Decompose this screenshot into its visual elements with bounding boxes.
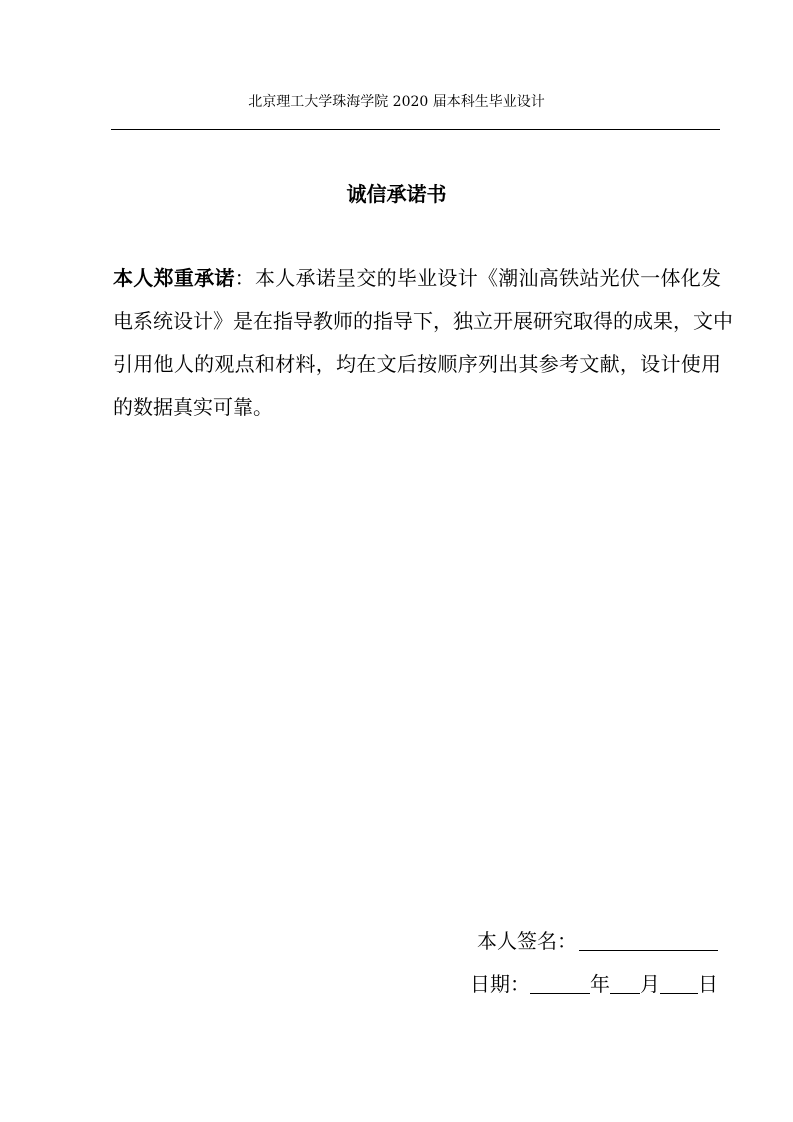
month-blank[interactable] xyxy=(610,969,640,994)
pledge-body xyxy=(113,260,733,432)
date-label: 日期： xyxy=(470,972,530,996)
page-title: 诚信承诺书 xyxy=(346,182,447,206)
signature-blank[interactable] xyxy=(579,926,718,951)
pledge-line-3: 引用他人的观点和材料，均在文后按顺序列出其参考文献，设计使用 xyxy=(113,352,721,376)
pledge-line-1 xyxy=(113,260,721,303)
month-unit: 月 xyxy=(640,972,660,996)
day-blank[interactable] xyxy=(660,969,698,994)
running-header: 北京理工大学珠海学院 2020 届本科生毕业设计 xyxy=(248,94,545,110)
pledge-lead: 本人郑重承诺 xyxy=(113,266,235,290)
day-unit: 日 xyxy=(698,972,718,996)
pledge-line-2: 电系统设计》是在指导教师的指导下，独立开展研究取得的成果，文中 xyxy=(113,309,733,333)
date-row xyxy=(470,969,718,999)
pledge-line-4: 的数据真实可靠。 xyxy=(113,395,273,419)
signature-row xyxy=(477,926,718,956)
year-unit: 年 xyxy=(590,972,610,996)
pledge-lead-colon: ： xyxy=(234,266,255,290)
pledge-line-1-text: 本人承诺呈交的毕业设计《潮汕高铁站光伏一体化发 xyxy=(254,266,722,290)
header-divider xyxy=(111,129,720,130)
signature-label: 本人签名： xyxy=(477,929,577,953)
year-blank[interactable] xyxy=(530,969,590,994)
